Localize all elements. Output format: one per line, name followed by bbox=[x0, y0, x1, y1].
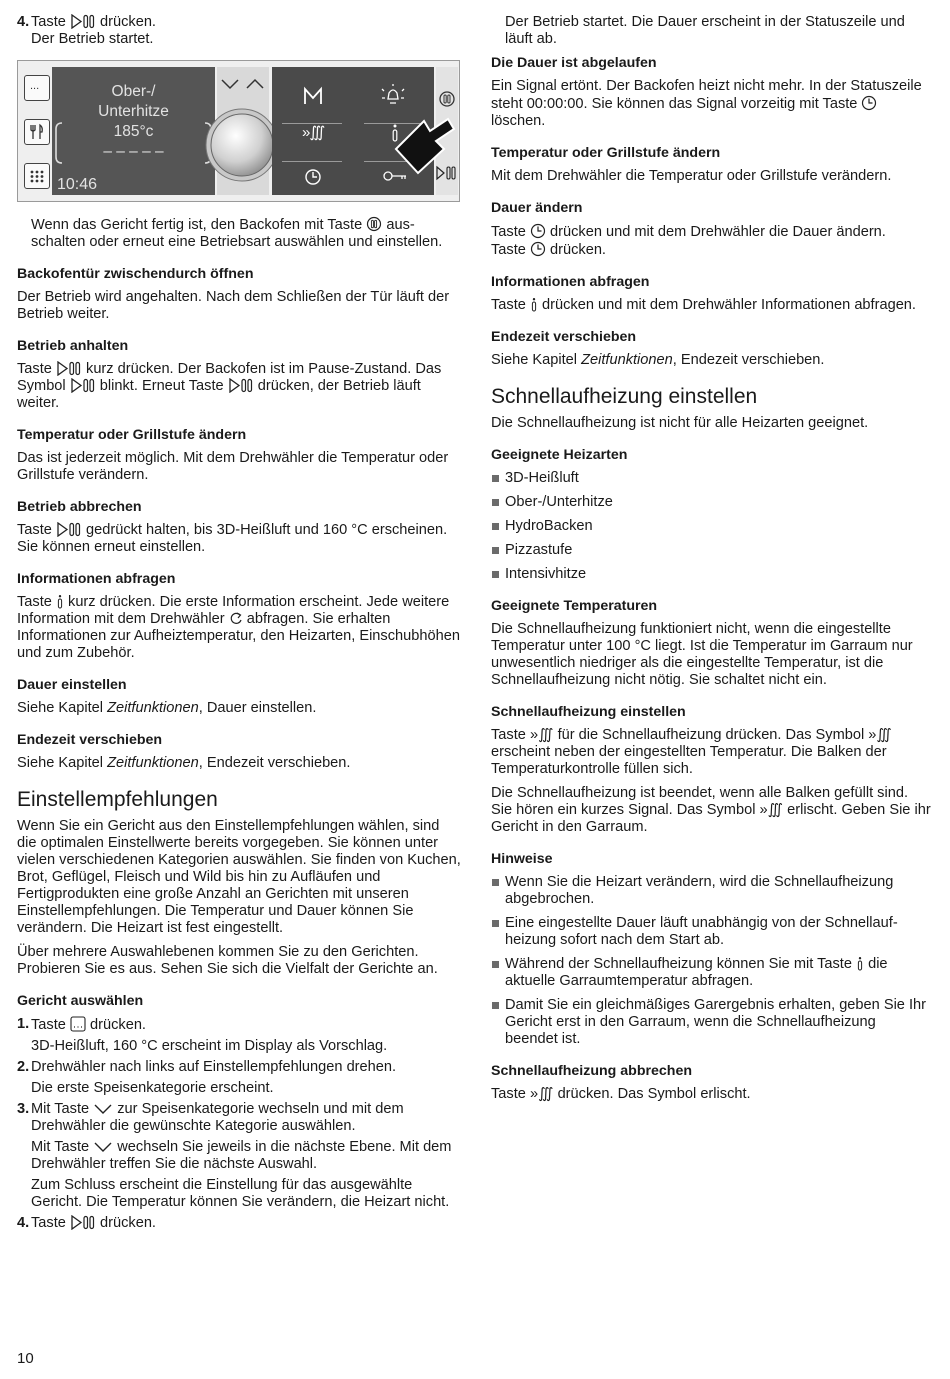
start-pause-icon bbox=[70, 1215, 96, 1230]
paragraph-abort-fast-preheat: Taste »∭ drücken. Das Symbol erlischt. bbox=[491, 1086, 751, 1102]
heading-info-right: Informationen abfragen bbox=[491, 274, 650, 290]
utensils-button bbox=[24, 119, 50, 145]
step-3: 3. Mit Taste zur Speisenkategorie wechseln und mit dem Drehwähler die gewünschte Kategorie auswählen. bbox=[17, 1101, 404, 1134]
chevron-up-icon bbox=[245, 77, 265, 91]
paragraph-fast-preheat-intro: Die Schnellaufheizung ist nicht für alle Heizarten geeignet. bbox=[491, 415, 869, 431]
heading-recommendations: Einstellempfehlungen bbox=[17, 788, 218, 811]
paragraph-recommendations-2: Über mehrere Auswahlebenen kommen Sie zu den Gerichten. Probieren Sie es aus. Sehen Sie sich die Vielfalt der Gerichte an. bbox=[17, 944, 438, 977]
rotary-dial-area bbox=[217, 67, 269, 195]
step-number: 1. bbox=[17, 1016, 30, 1032]
display-time: 10:46 bbox=[57, 176, 98, 193]
programs-button bbox=[24, 163, 50, 189]
step-4-start: 4. Taste drücken. Der Betrieb startet. bbox=[17, 14, 156, 47]
paragraph-change-duration: Taste drücken und mit dem Drehwähler die Dauer ändern. Taste drücken. bbox=[491, 224, 886, 258]
heading-duration: Dauer einstellen bbox=[17, 677, 127, 693]
clock-icon bbox=[530, 241, 546, 257]
heading-duration-expired: Die Dauer ist abgelaufen bbox=[491, 55, 657, 71]
heading-endtime: Endezeit verschieben bbox=[17, 732, 163, 748]
power-icon bbox=[366, 216, 382, 232]
display-dashes: – – – – – bbox=[103, 143, 164, 160]
fast-heat-icon: »∭ bbox=[302, 124, 325, 141]
paragraph-temperature: Das ist jederzeit möglich. Mit dem Drehwähler die Temperatur oder Grillstufe verändern. bbox=[17, 450, 449, 483]
pointer-arrow-icon bbox=[394, 117, 456, 179]
step-1-detail: 3D-Heißluft, 160 °C erscheint im Display als Vorschlag. bbox=[31, 1038, 388, 1054]
oven-control-panel-figure bbox=[17, 60, 460, 202]
fast-heat-icon: »∭ bbox=[529, 1086, 554, 1102]
start-pause-icon bbox=[70, 378, 96, 393]
list-item: Pizzastufe bbox=[491, 542, 932, 559]
heading-fast-preheat: Schnellaufheizung einstellen bbox=[491, 385, 758, 408]
dots-grid-icon bbox=[25, 164, 49, 188]
utensils-icon bbox=[25, 120, 49, 144]
list-item: Ober-/Unterhitze bbox=[491, 494, 932, 511]
start-pause-icon bbox=[56, 361, 82, 376]
step-number: 3. bbox=[17, 1101, 30, 1117]
paragraph-set-fast-preheat-2: Die Schnellaufheizung ist beendet, wenn alle Balken gefüllt sind. Sie hören ein kurzes Signal. Das Symbol »∭ erlischt. Geben Sie ihr Gericht in den Garraum. bbox=[491, 785, 931, 835]
clock-icon bbox=[861, 95, 877, 111]
rotate-icon bbox=[229, 611, 243, 626]
heading-temperature-right: Temperatur oder Grillstufe ändern bbox=[491, 145, 721, 161]
paragraph-set-fast-preheat-1: Taste »∭ für die Schnellaufheizung drücken. Das Symbol »∭ erscheint neben der eingestellten Temperatur. Die Balken der Temperaturkontrolle füllen sich. bbox=[491, 727, 892, 777]
more-functions-button bbox=[24, 75, 50, 101]
notes-list bbox=[491, 874, 932, 1048]
fast-heat-icon: »∭ bbox=[529, 727, 554, 743]
paragraph-cancel: Taste gedrückt halten, bis 3D-Heißluft und 160 °C erscheinen. Sie können erneut einstellen. bbox=[17, 522, 448, 555]
heat-types-list bbox=[491, 470, 932, 583]
heading-endtime-right: Endezeit verschieben bbox=[491, 329, 637, 345]
clock-icon bbox=[530, 223, 546, 239]
power-icon bbox=[438, 90, 456, 108]
heading-heat-types: Geeignete Heizarten bbox=[491, 447, 628, 463]
info-icon bbox=[56, 594, 64, 609]
list-item: 3D-Heißluft bbox=[491, 470, 932, 487]
list-item: Damit Sie ein gleichmäßiges Garergebnis erhalten, geben Sie Ihr Gericht erst in den Garraum, wenn die Schnellaufheizung beendet ist. bbox=[491, 997, 932, 1048]
heading-set-fast-preheat: Schnellaufheizung einstellen bbox=[491, 704, 686, 720]
chevron-down-icon bbox=[93, 1102, 113, 1116]
fast-heat-icon: »∭ bbox=[868, 727, 892, 743]
paragraph-recommendations-1: Wenn Sie ein Gericht aus den Einstellempfehlungen wählen, sind die optimalen Einstellwerte bereits vorgegeben. Sie können unter vielen verschiedenen Kategorien auswählen. Sie finden von Kuchen, Brot, Geflügel, Fleisch und Wild bis hin zu Aufläufen und Fertigprodukten eine große Anzahl an Gerichten mit unseren Einstellempfehlungen. Die Temperatur und Dauer können Sie verändern. Die Heizart ist fest eingestellt. bbox=[17, 818, 461, 936]
display-mode-line2: Unterhitze bbox=[98, 103, 169, 120]
step-3-detail-2: Zum Schluss erscheint die Einstellung für das ausgewählte Gericht. Die Temperatur können Sie verändern, die Heizart nicht. bbox=[31, 1177, 450, 1210]
list-item: Während der Schnellaufheizung können Sie mit Taste die aktuelle Garraumtemperatur abfragen. bbox=[491, 956, 932, 990]
info-icon bbox=[856, 956, 864, 971]
start-pause-icon bbox=[70, 14, 96, 29]
menu-m-icon bbox=[302, 85, 324, 107]
paragraph-start-duration: Der Betrieb startet. Die Dauer erscheint in der Statuszeile und läuft ab. bbox=[505, 14, 905, 47]
step-3-detail-1: Mit Taste wechseln Sie jeweils in die nächste Ebene. Mit dem Drehwähler treffen Sie die nächste Auswahl. bbox=[31, 1139, 452, 1172]
start-pause-icon bbox=[56, 522, 82, 537]
start-pause-icon bbox=[228, 378, 254, 393]
paragraph-door: Der Betrieb wird angehalten. Nach dem Schließen der Tür läuft der Betrieb weiter. bbox=[17, 289, 450, 322]
list-item: Intensivhitze bbox=[491, 566, 932, 583]
paragraph-temperature-right: Mit dem Drehwähler die Temperatur oder Grillstufe verändern. bbox=[491, 168, 892, 184]
paragraph-info-right: Taste drücken und mit dem Drehwähler Informationen abfragen. bbox=[491, 297, 916, 313]
step-4: 4. Taste drücken. bbox=[17, 1215, 156, 1231]
fast-heat-icon: »∭ bbox=[759, 802, 784, 818]
paragraph-finish: Wenn das Gericht fertig ist, den Backofen mit Taste ausschalten oder erneut eine Betriebsart auswählen und einstellen. bbox=[31, 217, 443, 250]
heading-cancel: Betrieb abbrechen bbox=[17, 499, 142, 515]
info-icon bbox=[530, 297, 538, 312]
step-number: 2. bbox=[17, 1059, 30, 1075]
heading-info: Informationen abfragen bbox=[17, 571, 176, 587]
paragraph-temperatures: Die Schnellaufheizung funktioniert nicht, wenn die eingestellte Temperatur unter 100 °C liegt. Ist die Temperatur im Garraum nur unwesentlich niedriger als die eingestellte Temperatur, ist die Schnellaufheizung nicht nötig. Sie schaltet nicht ein. bbox=[491, 621, 913, 688]
paragraph-pause: Taste kurz drücken. Der Backofen ist im Pause-Zustand. Das Symbol blinkt. Erneut Taste drücken, der Betrieb läuft weiter. bbox=[17, 361, 442, 411]
heading-door: Backofentür zwischendurch öffnen bbox=[17, 266, 254, 282]
heading-pause: Betrieb anhalten bbox=[17, 338, 129, 354]
paragraph-endtime: Siehe Kapitel Zeitfunktionen, Endezeit verschieben. bbox=[17, 755, 351, 771]
lamp-icon bbox=[380, 83, 406, 109]
paragraph-duration-expired: Ein Signal ertönt. Der Backofen heizt nicht mehr. In der Statuszeile steht 00:00:00. Sie können das Signal vorzeitig mit Taste löschen. bbox=[491, 78, 922, 129]
step-1: 1. Taste drücken. bbox=[17, 1016, 146, 1033]
step-number: 4. bbox=[17, 1215, 30, 1231]
paragraph-duration: Siehe Kapitel Zeitfunktionen, Dauer einstellen. bbox=[17, 700, 317, 716]
heading-notes: Hinweise bbox=[491, 851, 553, 867]
list-item: Eine eingestellte Dauer läuft unabhängig von der Schnellaufheizung sofort nach dem Start ab. bbox=[491, 915, 932, 949]
paragraph-info: Taste kurz drücken. Die erste Information erscheint. Jede weitere Information mit dem Drehwähler abfragen. Sie erhalten Informationen zur Aufheiztemperatur, den Heizarten, Einschubhöhen und zum Zubehör. bbox=[17, 594, 460, 661]
page-number: 10 bbox=[17, 1350, 34, 1367]
more-dots: ... bbox=[30, 80, 40, 92]
chevron-down-icon bbox=[93, 1140, 113, 1154]
left-column bbox=[17, 14, 462, 1236]
paragraph-endtime-right: Siehe Kapitel Zeitfunktionen, Endezeit verschieben. bbox=[491, 352, 825, 368]
display-mode-line1: Ober-/ bbox=[111, 83, 156, 100]
step-2: 2. Drehwähler nach links auf Einstellempfehlungen drehen. bbox=[17, 1059, 397, 1075]
right-column bbox=[491, 14, 932, 1110]
clock-icon bbox=[304, 168, 322, 186]
display-temperature: 185°c bbox=[113, 123, 154, 140]
heading-temperatures: Geeignete Temperaturen bbox=[491, 598, 658, 614]
heading-change-duration: Dauer ändern bbox=[491, 200, 583, 216]
separator bbox=[282, 161, 342, 162]
list-item: HydroBacken bbox=[491, 518, 932, 535]
step-number: 4. bbox=[17, 14, 30, 30]
heading-select-dish: Gericht auswählen bbox=[17, 993, 144, 1009]
rotary-dial-icon bbox=[202, 105, 282, 185]
heading-abort-fast-preheat: Schnellaufheizung abbrechen bbox=[491, 1063, 693, 1079]
more-functions-icon bbox=[70, 1016, 86, 1032]
heading-temperature: Temperatur oder Grillstufe ändern bbox=[17, 427, 247, 443]
display-bracket-left-icon bbox=[55, 122, 63, 164]
chevron-down-icon bbox=[220, 77, 240, 91]
oven-display bbox=[52, 67, 215, 195]
step-2-detail: Die erste Speisenkategorie erscheint. bbox=[31, 1080, 274, 1096]
list-item: Wenn Sie die Heizart verändern, wird die Schnellaufheizung abgebrochen. bbox=[491, 874, 932, 908]
